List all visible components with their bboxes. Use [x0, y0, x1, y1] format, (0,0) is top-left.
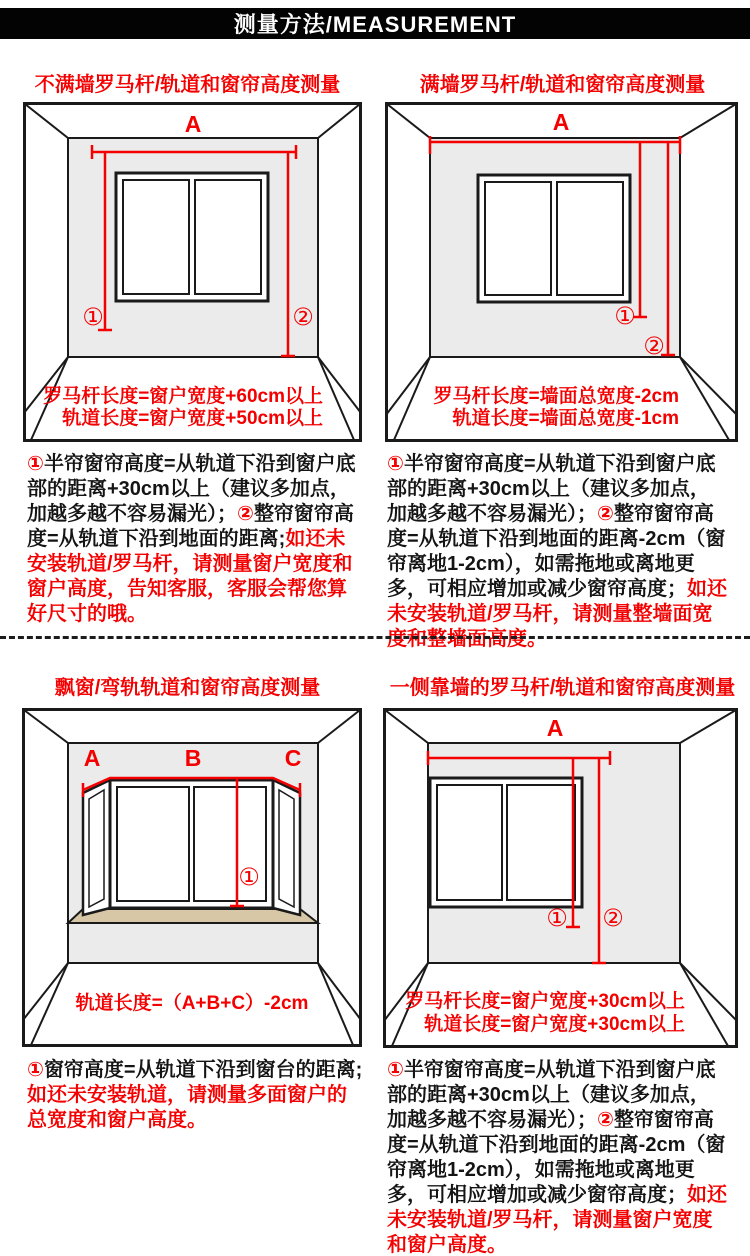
panel-header-bay-window: 飘窗/弯轨轨道和窗帘高度测量: [54, 677, 321, 699]
room-diagram-bay-window: [22, 708, 362, 1047]
note-segment: 整帘窗帘高度=从轨道下沿到地面的距离-2cm（窗帘离地1-2cm），如需拖地或离地更多，可相应增加或减少窗帘高度；: [387, 503, 726, 600]
rod-length-formula: 罗马杆长度=窗户宽度+60cm以上: [43, 386, 323, 407]
note-segment: 如还未安装轨道/罗马杆，请测量窗户宽度和窗户高度。: [387, 1184, 727, 1256]
note-segment: ①: [387, 1059, 404, 1081]
rod-length-formula: 罗马杆长度=墙面总宽度-2cm: [433, 386, 679, 407]
marker-half-curtain: ①: [82, 304, 104, 331]
room-diagram-partial-wall: [23, 102, 362, 442]
note-segment: ①: [27, 453, 44, 475]
track-length-formula: 轨道长度=（A+B+C）-2cm: [75, 993, 309, 1014]
window: [430, 778, 582, 907]
width-label-a: A: [184, 111, 202, 137]
note-segment: 窗帘高度=从轨道下沿到窗台的距离;: [43, 1059, 363, 1081]
room-diagram-full-wall: [385, 102, 738, 442]
note-segment: ②: [597, 503, 614, 525]
segment-label-b: B: [184, 745, 202, 771]
note-partial-wall: [27, 452, 363, 627]
track-length-formula: 轨道长度=窗户宽度+50cm以上: [62, 408, 323, 429]
marker-full-curtain: ②: [292, 304, 314, 331]
marker-half-curtain: ①: [546, 905, 568, 932]
note-segment: ①: [387, 453, 404, 475]
window: [116, 173, 268, 301]
note-full-wall: [387, 452, 727, 652]
marker-full-curtain: ②: [602, 905, 624, 932]
dashed-divider: [0, 636, 750, 639]
section-title: 测量方法/MEASUREMENT: [233, 12, 517, 37]
width-label-a: A: [552, 109, 570, 135]
room-diagram-one-side-wall: [383, 708, 738, 1048]
track-length-formula: 轨道长度=墙面总宽度-1cm: [452, 408, 679, 429]
segment-label-a: A: [83, 745, 101, 771]
panel-header-full-wall: 满墙罗马杆/轨道和窗帘高度测量: [419, 74, 706, 96]
note-segment: ②: [237, 503, 254, 525]
note-segment: ②: [597, 1109, 614, 1131]
note-segment: 半帘窗帘高度=从轨道下沿到窗户底部的距离+30cm以上（建议多加点，加越多越不容易漏光）；: [27, 453, 356, 525]
note-segment: 整帘窗帘高度=从轨道下沿到地面的距离-2cm（窗帘离地1-2cm），如需拖地或离地更多，可相应增加或减少窗帘高度；: [387, 1109, 726, 1206]
section-title-banner: [0, 8, 750, 39]
marker-half-curtain: ①: [614, 303, 636, 330]
note-segment: 半帘窗帘高度=从轨道下沿到窗户底部的距离+30cm以上（建议多加点，加越多越不容易漏光）；: [387, 1059, 716, 1131]
panel-header-one-side-wall: 一侧靠墙的罗马杆/轨道和窗帘高度测量: [389, 677, 736, 699]
marker-curtain-height: ①: [238, 864, 260, 891]
note-segment: 整帘窗帘高度=从轨道下沿到地面的距离;: [27, 503, 354, 550]
rod-length-formula: 罗马杆长度=窗户宽度+30cm以上: [405, 991, 685, 1012]
panel-header-partial-wall: 不满墙罗马杆/轨道和窗帘高度测量: [34, 74, 341, 96]
note-one-side-wall: [387, 1058, 727, 1256]
note-segment: ①: [27, 1059, 44, 1081]
window: [478, 175, 630, 302]
note-segment: 半帘窗帘高度=从轨道下沿到窗户底部的距离+30cm以上（建议多加点，加越多越不容易漏光）；: [387, 453, 716, 525]
bay-window: [83, 780, 300, 915]
track-length-formula: 轨道长度=窗户宽度+30cm以上: [424, 1014, 685, 1035]
marker-full-curtain: ②: [643, 333, 665, 360]
width-label-a: A: [546, 715, 564, 741]
segment-label-c: C: [284, 745, 302, 771]
note-segment: 如还未安装轨道，请测量多面窗户的总宽度和窗户高度。: [27, 1084, 347, 1131]
note-segment: 如还未安装轨道/罗马杆，请测量窗户宽度和窗户高度，告知客服，客服会帮您算好尺寸的哦。: [27, 528, 353, 625]
note-segment: 如还未安装轨道/罗马杆，请测量整墙面宽度和整墙面高度。: [387, 578, 727, 650]
note-bay-window: [27, 1058, 363, 1133]
